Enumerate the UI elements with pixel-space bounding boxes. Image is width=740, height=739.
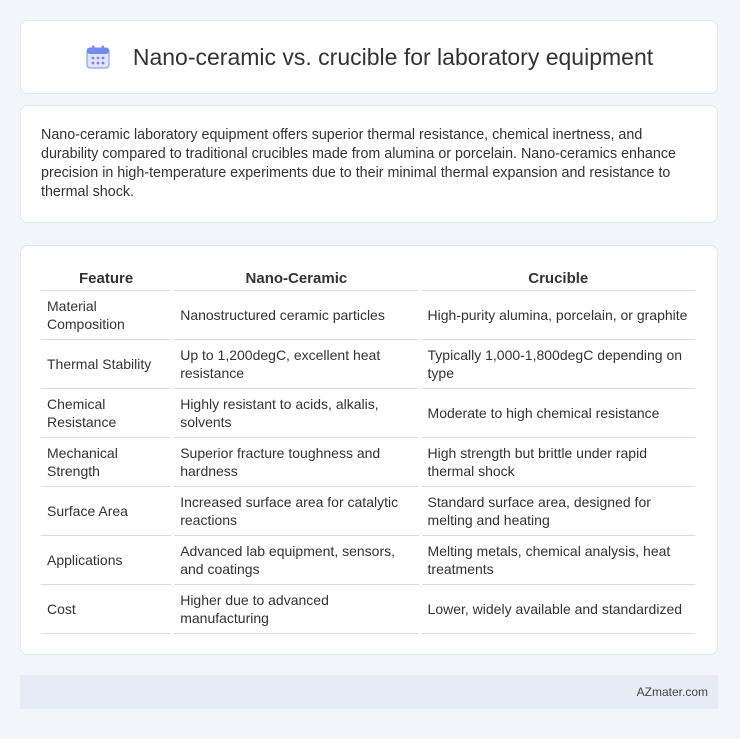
table-row <box>41 585 695 634</box>
nano-ceramic-cell: Nanostructured ceramic particles <box>174 291 418 340</box>
crucible-cell: Typically 1,000-1,800degC depending on type <box>422 340 695 389</box>
header-card <box>20 20 718 94</box>
footer-site-label: AZmater.com <box>636 685 708 699</box>
crucible-cell: Melting metals, chemical analysis, heat treatments <box>422 536 695 585</box>
summary-card <box>20 105 718 223</box>
nano-ceramic-cell: Advanced lab equipment, sensors, and coatings <box>174 536 418 585</box>
header-nano-ceramic: Nano-Ceramic <box>174 264 418 291</box>
nano-ceramic-cell: Highly resistant to acids, alkalis, solvents <box>174 389 418 438</box>
feature-cell: Mechanical Strength <box>41 438 171 487</box>
table-row <box>41 389 695 438</box>
feature-cell: Thermal Stability <box>41 340 171 389</box>
feature-cell: Surface Area <box>41 487 171 536</box>
crucible-cell: Standard surface area, designed for melting and heating <box>422 487 695 536</box>
nano-ceramic-cell: Superior fracture toughness and hardness <box>174 438 418 487</box>
header-crucible: Crucible <box>422 264 695 291</box>
crucible-cell: Moderate to high chemical resistance <box>422 389 695 438</box>
table-row <box>41 291 695 340</box>
nano-ceramic-cell: Up to 1,200degC, excellent heat resistance <box>174 340 418 389</box>
feature-cell: Applications <box>41 536 171 585</box>
feature-cell: Chemical Resistance <box>41 389 171 438</box>
feature-cell: Cost <box>41 585 171 634</box>
crucible-cell: High strength but brittle under rapid thermal shock <box>422 438 695 487</box>
nano-ceramic-cell: Increased surface area for catalytic reactions <box>174 487 418 536</box>
table-row <box>41 438 695 487</box>
header-feature: Feature <box>41 264 171 291</box>
comparison-table <box>38 264 698 634</box>
crucible-cell: Lower, widely available and standardized <box>422 585 695 634</box>
crucible-cell: High-purity alumina, porcelain, or graphite <box>422 291 695 340</box>
table-row <box>41 340 695 389</box>
table-row <box>41 536 695 585</box>
comparison-table-card <box>20 245 718 655</box>
page-title: Nano-ceramic vs. crucible for laboratory equipment <box>132 43 654 70</box>
table-row <box>41 487 695 536</box>
footer-bar <box>20 675 718 709</box>
calendar-icon <box>85 44 111 70</box>
summary-text: Nano-ceramic laboratory equipment offers superior thermal resistance, chemical inertness, and durability compared to traditional crucibles made from alumina or porcelain. Nano-ceramics enhance precision in high-temperature experiments due to their minimal thermal expansion and resistance to thermal shock. <box>41 127 676 200</box>
feature-cell: Material Composition <box>41 291 171 340</box>
nano-ceramic-cell: Higher due to advanced manufacturing <box>174 585 418 634</box>
table-header-row <box>41 264 695 291</box>
